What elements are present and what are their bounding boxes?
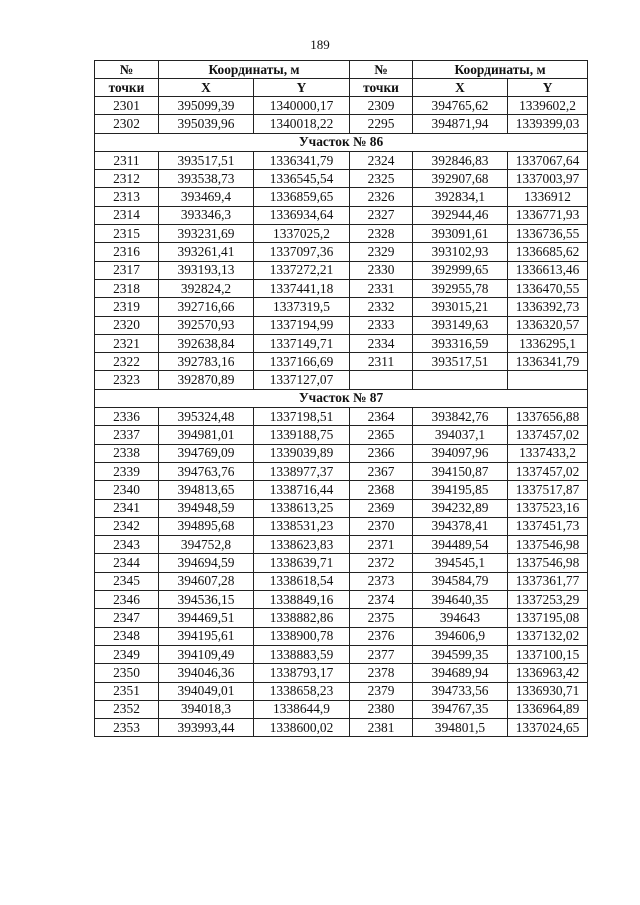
header-x-right: X xyxy=(413,79,508,97)
y-right: 1339399,03 xyxy=(508,115,588,133)
header-coords-left: Координаты, м xyxy=(159,61,350,79)
x-left: 393469,4 xyxy=(159,188,254,206)
point-no-left: 2339 xyxy=(95,462,159,480)
table-row xyxy=(95,97,588,115)
point-no-right: 2380 xyxy=(350,700,413,718)
table-row xyxy=(95,316,588,334)
x-right: 394871,94 xyxy=(413,115,508,133)
header-y-right: Y xyxy=(508,79,588,97)
table-row xyxy=(95,151,588,169)
y-left: 1336934,64 xyxy=(254,206,350,224)
section-title: Участок № 87 xyxy=(95,389,588,407)
header-point-right: точки xyxy=(350,79,413,97)
y-right: 1339602,2 xyxy=(508,97,588,115)
point-no-right: 2372 xyxy=(350,554,413,572)
y-left: 1336545,54 xyxy=(254,170,350,188)
point-no-right xyxy=(350,371,413,389)
x-right: 394150,87 xyxy=(413,462,508,480)
table-row xyxy=(95,353,588,371)
table-row xyxy=(95,536,588,554)
header-y-left: Y xyxy=(254,79,350,97)
point-no-right: 2324 xyxy=(350,151,413,169)
point-no-left: 2351 xyxy=(95,682,159,700)
x-right: 392944,46 xyxy=(413,206,508,224)
y-left: 1337025,2 xyxy=(254,225,350,243)
table-row xyxy=(95,206,588,224)
point-no-left: 2340 xyxy=(95,481,159,499)
y-left: 1340018,22 xyxy=(254,115,350,133)
point-no-right: 2295 xyxy=(350,115,413,133)
x-left: 394769,09 xyxy=(159,444,254,462)
table-row xyxy=(95,645,588,663)
x-right: 393316,59 xyxy=(413,334,508,352)
point-no-right: 2332 xyxy=(350,298,413,316)
x-left: 394049,01 xyxy=(159,682,254,700)
point-no-left: 2346 xyxy=(95,591,159,609)
table-row xyxy=(95,115,588,133)
x-left: 393193,13 xyxy=(159,261,254,279)
x-left: 393346,3 xyxy=(159,206,254,224)
section-row xyxy=(95,389,588,407)
x-right: 394643 xyxy=(413,609,508,627)
y-right: 1336320,57 xyxy=(508,316,588,334)
x-right: 393517,51 xyxy=(413,353,508,371)
y-right: 1337656,88 xyxy=(508,408,588,426)
y-left: 1337272,21 xyxy=(254,261,350,279)
header-row-bottom xyxy=(95,79,588,97)
x-left: 393993,44 xyxy=(159,719,254,737)
y-right: 1337546,98 xyxy=(508,536,588,554)
point-no-right: 2365 xyxy=(350,426,413,444)
point-no-right: 2369 xyxy=(350,499,413,517)
y-right: 1337067,64 xyxy=(508,151,588,169)
x-right: 394545,1 xyxy=(413,554,508,572)
x-right: 394801,5 xyxy=(413,719,508,737)
y-right: 1336963,42 xyxy=(508,664,588,682)
header-no-left: № xyxy=(95,61,159,79)
x-right: 394689,94 xyxy=(413,664,508,682)
point-no-left: 2302 xyxy=(95,115,159,133)
point-no-left: 2345 xyxy=(95,572,159,590)
y-right: 1336470,55 xyxy=(508,279,588,297)
point-no-right: 2373 xyxy=(350,572,413,590)
table-row xyxy=(95,572,588,590)
x-left: 394536,15 xyxy=(159,591,254,609)
point-no-left: 2347 xyxy=(95,609,159,627)
header-no-right: № xyxy=(350,61,413,79)
point-no-left: 2344 xyxy=(95,554,159,572)
point-no-right: 2364 xyxy=(350,408,413,426)
point-no-left: 2316 xyxy=(95,243,159,261)
coordinates-table xyxy=(94,60,588,737)
point-no-left: 2311 xyxy=(95,151,159,169)
page-number: 189 xyxy=(310,37,330,52)
point-no-left: 2348 xyxy=(95,627,159,645)
point-no-right: 2375 xyxy=(350,609,413,627)
x-left: 393517,51 xyxy=(159,151,254,169)
point-no-right: 2381 xyxy=(350,719,413,737)
x-right: 394378,41 xyxy=(413,517,508,535)
x-right: 393842,76 xyxy=(413,408,508,426)
x-left: 392716,66 xyxy=(159,298,254,316)
point-no-left: 2341 xyxy=(95,499,159,517)
table-row xyxy=(95,408,588,426)
x-right: 394097,96 xyxy=(413,444,508,462)
point-no-right: 2328 xyxy=(350,225,413,243)
table-row xyxy=(95,682,588,700)
point-no-right: 2370 xyxy=(350,517,413,535)
point-no-left: 2323 xyxy=(95,371,159,389)
y-right: 1337433,2 xyxy=(508,444,588,462)
table-row xyxy=(95,700,588,718)
point-no-left: 2342 xyxy=(95,517,159,535)
header-x-left: X xyxy=(159,79,254,97)
y-left: 1339039,89 xyxy=(254,444,350,462)
x-left: 394694,59 xyxy=(159,554,254,572)
point-no-left: 2312 xyxy=(95,170,159,188)
x-left: 394018,3 xyxy=(159,700,254,718)
y-right: 1336736,55 xyxy=(508,225,588,243)
table-row xyxy=(95,371,588,389)
table-row xyxy=(95,517,588,535)
point-no-right: 2334 xyxy=(350,334,413,352)
y-right: 1337451,73 xyxy=(508,517,588,535)
y-right: 1336771,93 xyxy=(508,206,588,224)
x-right: 392834,1 xyxy=(413,188,508,206)
point-no-right: 2333 xyxy=(350,316,413,334)
y-right: 1336912 xyxy=(508,188,588,206)
x-left: 394109,49 xyxy=(159,645,254,663)
table-row xyxy=(95,664,588,682)
point-no-left: 2322 xyxy=(95,353,159,371)
y-right: 1337024,65 xyxy=(508,719,588,737)
y-right: 1336685,62 xyxy=(508,243,588,261)
x-right: 392955,78 xyxy=(413,279,508,297)
x-left: 392783,16 xyxy=(159,353,254,371)
y-right: 1336392,73 xyxy=(508,298,588,316)
x-right: 394195,85 xyxy=(413,481,508,499)
point-no-right: 2330 xyxy=(350,261,413,279)
x-left: 392638,84 xyxy=(159,334,254,352)
y-right: 1337132,02 xyxy=(508,627,588,645)
x-right: 392846,83 xyxy=(413,151,508,169)
y-right: 1337457,02 xyxy=(508,462,588,480)
y-left: 1338977,37 xyxy=(254,462,350,480)
point-no-right: 2367 xyxy=(350,462,413,480)
point-no-right: 2378 xyxy=(350,664,413,682)
y-left: 1338644,9 xyxy=(254,700,350,718)
point-no-right: 2331 xyxy=(350,279,413,297)
table-row xyxy=(95,627,588,645)
table-row xyxy=(95,334,588,352)
point-no-right: 2368 xyxy=(350,481,413,499)
y-left: 1338658,23 xyxy=(254,682,350,700)
y-right: 1336930,71 xyxy=(508,682,588,700)
x-left: 394195,61 xyxy=(159,627,254,645)
x-right: 393102,93 xyxy=(413,243,508,261)
y-right: 1337361,77 xyxy=(508,572,588,590)
table-row xyxy=(95,298,588,316)
x-right: 394599,35 xyxy=(413,645,508,663)
y-right: 1337100,15 xyxy=(508,645,588,663)
x-right: 394584,79 xyxy=(413,572,508,590)
y-right: 1337546,98 xyxy=(508,554,588,572)
x-right: 394765,62 xyxy=(413,97,508,115)
point-no-left: 2314 xyxy=(95,206,159,224)
y-right: 1337195,08 xyxy=(508,609,588,627)
table-row xyxy=(95,279,588,297)
y-left: 1337198,51 xyxy=(254,408,350,426)
y-left: 1337149,71 xyxy=(254,334,350,352)
point-no-right: 2371 xyxy=(350,536,413,554)
x-left: 395039,96 xyxy=(159,115,254,133)
x-left: 394948,59 xyxy=(159,499,254,517)
table-row xyxy=(95,444,588,462)
x-left: 394763,76 xyxy=(159,462,254,480)
x-right: 394489,54 xyxy=(413,536,508,554)
y-left: 1338716,44 xyxy=(254,481,350,499)
x-left: 394981,01 xyxy=(159,426,254,444)
y-left: 1338900,78 xyxy=(254,627,350,645)
point-no-right: 2377 xyxy=(350,645,413,663)
table-row xyxy=(95,225,588,243)
x-left: 392570,93 xyxy=(159,316,254,334)
point-no-left: 2315 xyxy=(95,225,159,243)
point-no-right: 2366 xyxy=(350,444,413,462)
y-left: 1340000,17 xyxy=(254,97,350,115)
point-no-left: 2319 xyxy=(95,298,159,316)
point-no-left: 2337 xyxy=(95,426,159,444)
table-row xyxy=(95,591,588,609)
x-left: 392870,89 xyxy=(159,371,254,389)
x-left: 395099,39 xyxy=(159,97,254,115)
y-left: 1338793,17 xyxy=(254,664,350,682)
y-right: 1336613,46 xyxy=(508,261,588,279)
y-left: 1338623,83 xyxy=(254,536,350,554)
point-no-left: 2313 xyxy=(95,188,159,206)
point-no-right: 2374 xyxy=(350,591,413,609)
y-right: 1337523,16 xyxy=(508,499,588,517)
table-row xyxy=(95,170,588,188)
x-left: 395324,48 xyxy=(159,408,254,426)
point-no-right: 2309 xyxy=(350,97,413,115)
y-right: 1336964,89 xyxy=(508,700,588,718)
x-right: 393149,63 xyxy=(413,316,508,334)
y-left: 1336341,79 xyxy=(254,151,350,169)
point-no-left: 2320 xyxy=(95,316,159,334)
table-row xyxy=(95,554,588,572)
table-row xyxy=(95,462,588,480)
section-title: Участок № 86 xyxy=(95,133,588,151)
table-row xyxy=(95,609,588,627)
header-coords-right: Координаты, м xyxy=(413,61,588,79)
x-right: 394232,89 xyxy=(413,499,508,517)
point-no-left: 2301 xyxy=(95,97,159,115)
y-left: 1338613,25 xyxy=(254,499,350,517)
x-left: 393261,41 xyxy=(159,243,254,261)
point-no-left: 2350 xyxy=(95,664,159,682)
x-right: 392999,65 xyxy=(413,261,508,279)
x-left: 394895,68 xyxy=(159,517,254,535)
y-right: 1337517,87 xyxy=(508,481,588,499)
point-no-right: 2327 xyxy=(350,206,413,224)
y-right: 1337457,02 xyxy=(508,426,588,444)
x-right: 394767,35 xyxy=(413,700,508,718)
y-left: 1338883,59 xyxy=(254,645,350,663)
x-right: 394640,35 xyxy=(413,591,508,609)
x-left: 394752,8 xyxy=(159,536,254,554)
x-left: 393231,69 xyxy=(159,225,254,243)
table-row xyxy=(95,719,588,737)
x-left: 394607,28 xyxy=(159,572,254,590)
x-left: 394813,65 xyxy=(159,481,254,499)
table-row xyxy=(95,481,588,499)
y-left: 1338849,16 xyxy=(254,591,350,609)
y-left: 1337194,99 xyxy=(254,316,350,334)
y-left: 1338600,02 xyxy=(254,719,350,737)
y-left: 1338639,71 xyxy=(254,554,350,572)
x-right xyxy=(413,371,508,389)
point-no-right: 2329 xyxy=(350,243,413,261)
y-right: 1337003,97 xyxy=(508,170,588,188)
table-row xyxy=(95,188,588,206)
y-right: 1337253,29 xyxy=(508,591,588,609)
point-no-left: 2336 xyxy=(95,408,159,426)
y-left: 1337127,07 xyxy=(254,371,350,389)
x-left: 394046,36 xyxy=(159,664,254,682)
y-left: 1337319,5 xyxy=(254,298,350,316)
point-no-right: 2376 xyxy=(350,627,413,645)
y-left: 1338618,54 xyxy=(254,572,350,590)
table-row xyxy=(95,426,588,444)
point-no-left: 2343 xyxy=(95,536,159,554)
point-no-left: 2352 xyxy=(95,700,159,718)
point-no-left: 2321 xyxy=(95,334,159,352)
y-left: 1338882,86 xyxy=(254,609,350,627)
x-right: 394037,1 xyxy=(413,426,508,444)
point-no-left: 2353 xyxy=(95,719,159,737)
point-no-right: 2325 xyxy=(350,170,413,188)
section-row xyxy=(95,133,588,151)
y-left: 1337166,69 xyxy=(254,353,350,371)
point-no-right: 2379 xyxy=(350,682,413,700)
x-right: 392907,68 xyxy=(413,170,508,188)
y-right: 1336341,79 xyxy=(508,353,588,371)
table-row xyxy=(95,261,588,279)
y-left: 1336859,65 xyxy=(254,188,350,206)
x-right: 393091,61 xyxy=(413,225,508,243)
x-left: 394469,51 xyxy=(159,609,254,627)
x-left: 392824,2 xyxy=(159,279,254,297)
y-left: 1338531,23 xyxy=(254,517,350,535)
y-right xyxy=(508,371,588,389)
point-no-left: 2338 xyxy=(95,444,159,462)
x-right: 393015,21 xyxy=(413,298,508,316)
point-no-left: 2349 xyxy=(95,645,159,663)
y-left: 1337097,36 xyxy=(254,243,350,261)
y-right: 1336295,1 xyxy=(508,334,588,352)
x-left: 393538,73 xyxy=(159,170,254,188)
x-right: 394733,56 xyxy=(413,682,508,700)
point-no-right: 2326 xyxy=(350,188,413,206)
x-right: 394606,9 xyxy=(413,627,508,645)
y-left: 1339188,75 xyxy=(254,426,350,444)
point-no-left: 2317 xyxy=(95,261,159,279)
header-row-top xyxy=(95,61,588,79)
header-point-left: точки xyxy=(95,79,159,97)
y-left: 1337441,18 xyxy=(254,279,350,297)
table-row xyxy=(95,243,588,261)
table-row xyxy=(95,499,588,517)
point-no-left: 2318 xyxy=(95,279,159,297)
point-no-right: 2311 xyxy=(350,353,413,371)
